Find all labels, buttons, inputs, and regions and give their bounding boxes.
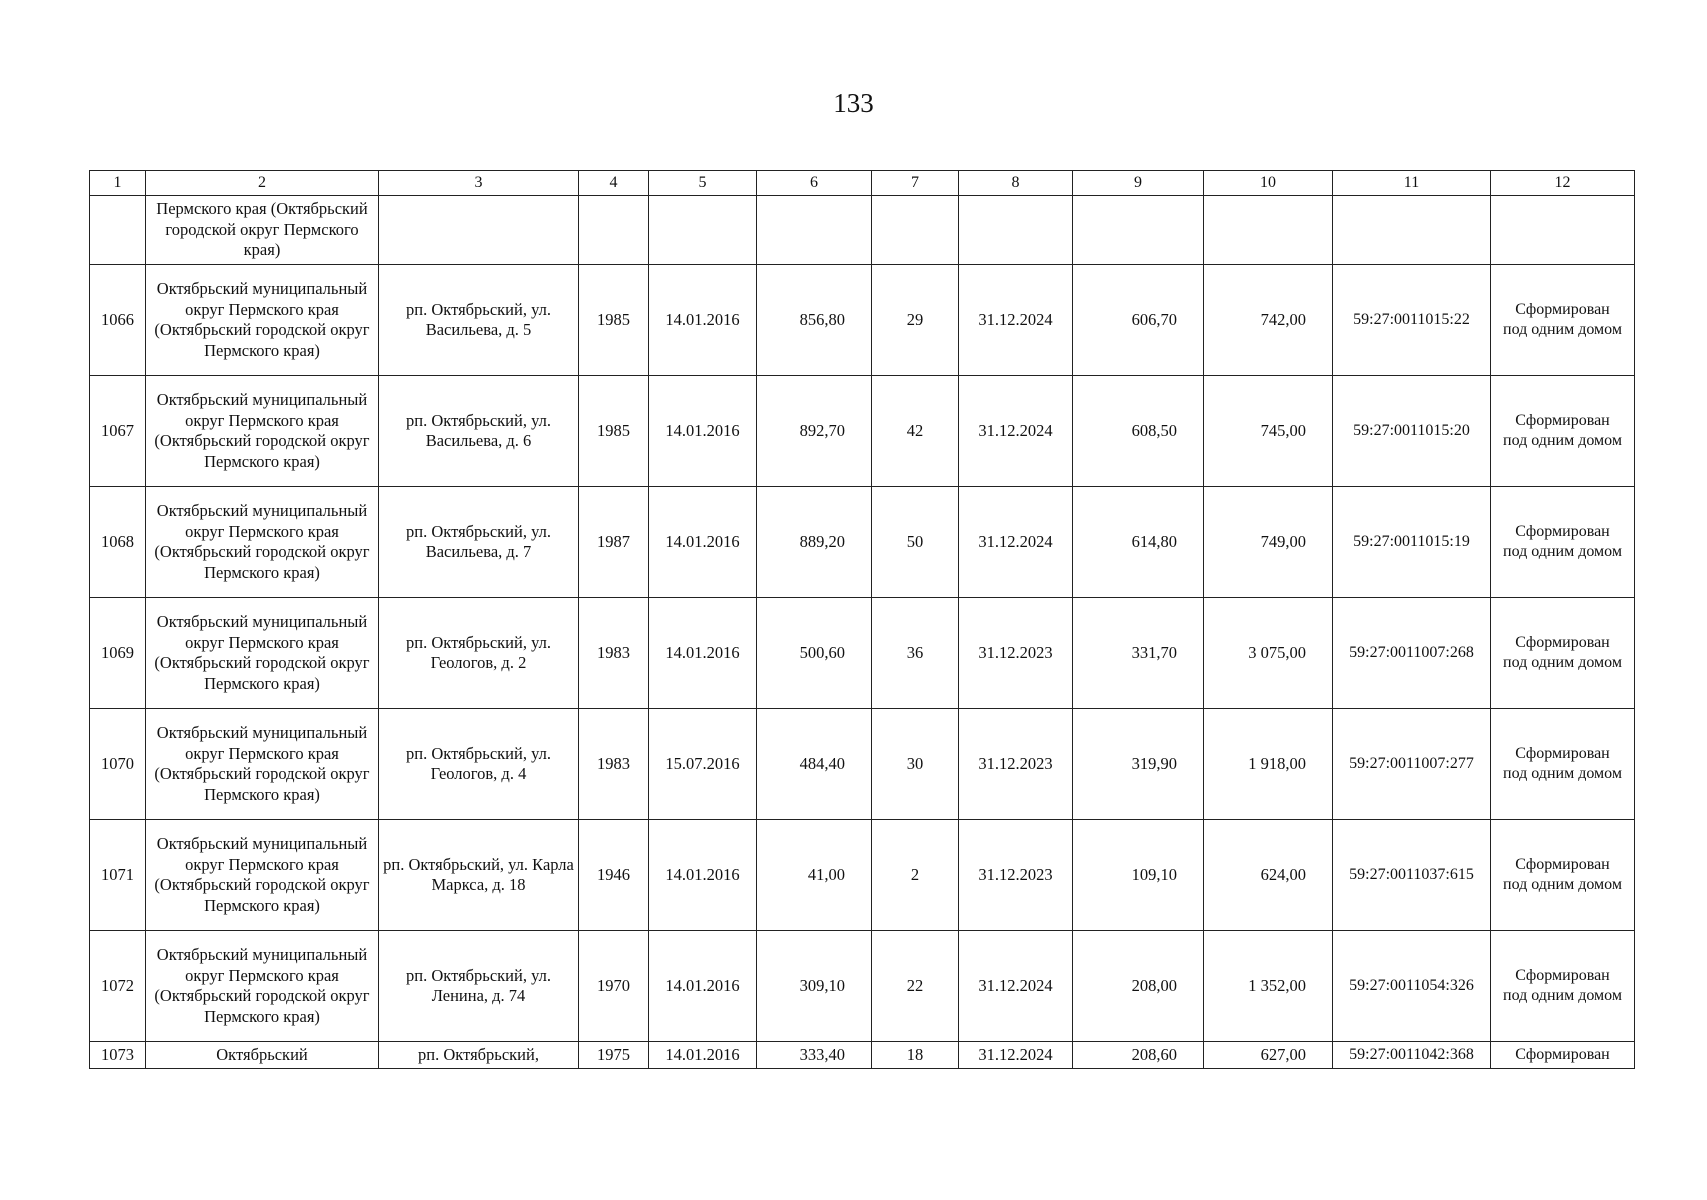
column-header-1: 1 bbox=[90, 171, 146, 196]
table-row bbox=[90, 598, 1635, 709]
column-header-3: 3 bbox=[379, 171, 579, 196]
area-cell: 500,60 bbox=[757, 598, 872, 709]
column-header-10: 10 bbox=[1204, 171, 1333, 196]
column-header-9: 9 bbox=[1073, 171, 1204, 196]
status-cell bbox=[1491, 931, 1635, 1042]
address-cell: рп. Октябрьский, ул. Ленина, д. 74 bbox=[379, 931, 579, 1042]
status-cell bbox=[1491, 598, 1635, 709]
residents-cell bbox=[872, 196, 959, 265]
status-cell bbox=[1491, 1042, 1635, 1069]
status-text: Сформирован bbox=[1515, 633, 1610, 651]
status-text: под одним домом bbox=[1503, 432, 1622, 449]
residents-cell: 50 bbox=[872, 487, 959, 598]
year-cell bbox=[579, 196, 649, 265]
municipality-cell: Октябрьский муниципальный округ Пермского края (Октябрьский городской округ Пермского края) bbox=[146, 376, 379, 487]
date-cell: 14.01.2016 bbox=[649, 598, 757, 709]
housing-table bbox=[89, 170, 1635, 1069]
table-row bbox=[90, 487, 1635, 598]
status-text: Сформирован bbox=[1515, 522, 1610, 540]
column-header-6: 6 bbox=[757, 171, 872, 196]
value-cell: 331,70 bbox=[1073, 598, 1204, 709]
column-header-5: 5 bbox=[649, 171, 757, 196]
table-row bbox=[90, 1042, 1635, 1069]
residents-cell: 18 bbox=[872, 1042, 959, 1069]
value-cell: 608,50 bbox=[1073, 376, 1204, 487]
address-cell: рп. Октябрьский, ул. Геологов, д. 2 bbox=[379, 598, 579, 709]
date-cell: 14.01.2016 bbox=[649, 1042, 757, 1069]
status-text: Сформирован bbox=[1515, 300, 1610, 318]
row-number bbox=[90, 196, 146, 265]
status-text: под одним домом bbox=[1503, 876, 1622, 893]
area-cell: 41,00 bbox=[757, 820, 872, 931]
cadastral-number-cell bbox=[1333, 196, 1491, 265]
date-cell: 14.01.2016 bbox=[649, 265, 757, 376]
table-row bbox=[90, 931, 1635, 1042]
date-cell bbox=[959, 196, 1073, 265]
address-cell: рп. Октябрьский, ул. Васильева, д. 6 bbox=[379, 376, 579, 487]
status-cell bbox=[1491, 820, 1635, 931]
value-cell: 627,00 bbox=[1204, 1042, 1333, 1069]
value-cell: 742,00 bbox=[1204, 265, 1333, 376]
date-cell: 31.12.2023 bbox=[959, 820, 1073, 931]
status-cell bbox=[1491, 709, 1635, 820]
cadastral-number-cell: 59:27:0011054:326 bbox=[1333, 931, 1491, 1042]
cadastral-number-cell: 59:27:0011015:19 bbox=[1333, 487, 1491, 598]
status-text: под одним домом bbox=[1503, 987, 1622, 1004]
status-text: под одним домом bbox=[1503, 654, 1622, 671]
status-text: Сформирован bbox=[1515, 411, 1610, 429]
area-cell: 484,40 bbox=[757, 709, 872, 820]
area-cell: 333,40 bbox=[757, 1042, 872, 1069]
value-cell: 3 075,00 bbox=[1204, 598, 1333, 709]
municipality-cell: Октябрьский муниципальный округ Пермского края (Октябрьский городской округ Пермского края) bbox=[146, 709, 379, 820]
value-cell: 606,70 bbox=[1073, 265, 1204, 376]
address-cell: рп. Октябрьский, bbox=[379, 1042, 579, 1069]
value-cell: 749,00 bbox=[1204, 487, 1333, 598]
page-number: 133 bbox=[833, 88, 874, 118]
value-cell bbox=[1204, 196, 1333, 265]
cadastral-number-cell: 59:27:0011037:615 bbox=[1333, 820, 1491, 931]
address-cell: рп. Октябрьский, ул. Карла Маркса, д. 18 bbox=[379, 820, 579, 931]
column-header-8: 8 bbox=[959, 171, 1073, 196]
area-cell: 309,10 bbox=[757, 931, 872, 1042]
date-cell: 14.01.2016 bbox=[649, 487, 757, 598]
year-cell: 1985 bbox=[579, 376, 649, 487]
cadastral-number-cell: 59:27:0011042:368 bbox=[1333, 1042, 1491, 1069]
status-text: под одним домом bbox=[1503, 543, 1622, 560]
value-cell: 109,10 bbox=[1073, 820, 1204, 931]
value-cell: 1 352,00 bbox=[1204, 931, 1333, 1042]
status-cell bbox=[1491, 487, 1635, 598]
date-cell: 15.07.2016 bbox=[649, 709, 757, 820]
status-text: под одним домом bbox=[1503, 321, 1622, 338]
row-number: 1072 bbox=[90, 931, 146, 1042]
status-cell bbox=[1491, 196, 1635, 265]
area-cell bbox=[757, 196, 872, 265]
value-cell: 1 918,00 bbox=[1204, 709, 1333, 820]
row-number: 1073 bbox=[90, 1042, 146, 1069]
column-header-12: 12 bbox=[1491, 171, 1635, 196]
cadastral-number-cell: 59:27:0011015:22 bbox=[1333, 265, 1491, 376]
row-number: 1069 bbox=[90, 598, 146, 709]
table-row bbox=[90, 820, 1635, 931]
date-cell: 31.12.2024 bbox=[959, 931, 1073, 1042]
status-cell bbox=[1491, 376, 1635, 487]
municipality-cell: Октябрьский муниципальный округ Пермского края (Октябрьский городской округ Пермского края) bbox=[146, 931, 379, 1042]
date-cell: 31.12.2023 bbox=[959, 709, 1073, 820]
address-cell: рп. Октябрьский, ул. Васильева, д. 7 bbox=[379, 487, 579, 598]
year-cell: 1946 bbox=[579, 820, 649, 931]
value-cell: 745,00 bbox=[1204, 376, 1333, 487]
value-cell: 624,00 bbox=[1204, 820, 1333, 931]
date-cell: 14.01.2016 bbox=[649, 820, 757, 931]
table-row bbox=[90, 376, 1635, 487]
row-number: 1071 bbox=[90, 820, 146, 931]
address-cell: рп. Октябрьский, ул. Васильева, д. 5 bbox=[379, 265, 579, 376]
status-cell bbox=[1491, 265, 1635, 376]
cadastral-number-cell: 59:27:0011007:277 bbox=[1333, 709, 1491, 820]
residents-cell: 22 bbox=[872, 931, 959, 1042]
housing-table-wrap bbox=[89, 170, 1635, 1069]
status-text: под одним домом bbox=[1503, 765, 1622, 782]
residents-cell: 30 bbox=[872, 709, 959, 820]
date-cell: 31.12.2024 bbox=[959, 1042, 1073, 1069]
cadastral-number-cell: 59:27:0011007:268 bbox=[1333, 598, 1491, 709]
area-cell: 856,80 bbox=[757, 265, 872, 376]
address-cell: рп. Октябрьский, ул. Геологов, д. 4 bbox=[379, 709, 579, 820]
value-cell: 208,60 bbox=[1073, 1042, 1204, 1069]
municipality-cell: Октябрьский муниципальный округ Пермского края (Октябрьский городской округ Пермского края) bbox=[146, 598, 379, 709]
row-number: 1067 bbox=[90, 376, 146, 487]
value-cell: 319,90 bbox=[1073, 709, 1204, 820]
column-header-11: 11 bbox=[1333, 171, 1491, 196]
table-row bbox=[90, 196, 1635, 265]
date-cell: 31.12.2024 bbox=[959, 265, 1073, 376]
status-text: Сформирован bbox=[1515, 744, 1610, 762]
municipality-cell: Октябрьский bbox=[146, 1042, 379, 1069]
year-cell: 1987 bbox=[579, 487, 649, 598]
date-cell bbox=[649, 196, 757, 265]
row-number: 1070 bbox=[90, 709, 146, 820]
area-cell: 889,20 bbox=[757, 487, 872, 598]
column-header-4: 4 bbox=[579, 171, 649, 196]
value-cell bbox=[1073, 196, 1204, 265]
row-number: 1066 bbox=[90, 265, 146, 376]
municipality-cell: Октябрьский муниципальный округ Пермского края (Октябрьский городской округ Пермского края) bbox=[146, 487, 379, 598]
value-cell: 208,00 bbox=[1073, 931, 1204, 1042]
residents-cell: 36 bbox=[872, 598, 959, 709]
year-cell: 1970 bbox=[579, 931, 649, 1042]
row-number: 1068 bbox=[90, 487, 146, 598]
date-cell: 14.01.2016 bbox=[649, 376, 757, 487]
date-cell: 31.12.2024 bbox=[959, 487, 1073, 598]
residents-cell: 42 bbox=[872, 376, 959, 487]
table-row bbox=[90, 709, 1635, 820]
residents-cell: 2 bbox=[872, 820, 959, 931]
date-cell: 31.12.2024 bbox=[959, 376, 1073, 487]
year-cell: 1975 bbox=[579, 1042, 649, 1069]
year-cell: 1983 bbox=[579, 709, 649, 820]
municipality-cell: Октябрьский муниципальный округ Пермского края (Октябрьский городской округ Пермского края) bbox=[146, 265, 379, 376]
year-cell: 1985 bbox=[579, 265, 649, 376]
table-body bbox=[90, 196, 1635, 1069]
year-cell: 1983 bbox=[579, 598, 649, 709]
date-cell: 31.12.2023 bbox=[959, 598, 1073, 709]
municipality-cell: Октябрьский муниципальный округ Пермского края (Октябрьский городской округ Пермского края) bbox=[146, 820, 379, 931]
address-cell bbox=[379, 196, 579, 265]
status-text: Сформирован bbox=[1515, 1045, 1610, 1063]
value-cell: 614,80 bbox=[1073, 487, 1204, 598]
table-header-row bbox=[90, 171, 1635, 196]
residents-cell: 29 bbox=[872, 265, 959, 376]
column-header-2: 2 bbox=[146, 171, 379, 196]
municipality-cell: Пермского края (Октябрьский городской округ Пермского края) bbox=[146, 196, 379, 265]
table-row bbox=[90, 265, 1635, 376]
area-cell: 892,70 bbox=[757, 376, 872, 487]
status-text: Сформирован bbox=[1515, 966, 1610, 984]
cadastral-number-cell: 59:27:0011015:20 bbox=[1333, 376, 1491, 487]
date-cell: 14.01.2016 bbox=[649, 931, 757, 1042]
status-text: Сформирован bbox=[1515, 855, 1610, 873]
column-header-7: 7 bbox=[872, 171, 959, 196]
